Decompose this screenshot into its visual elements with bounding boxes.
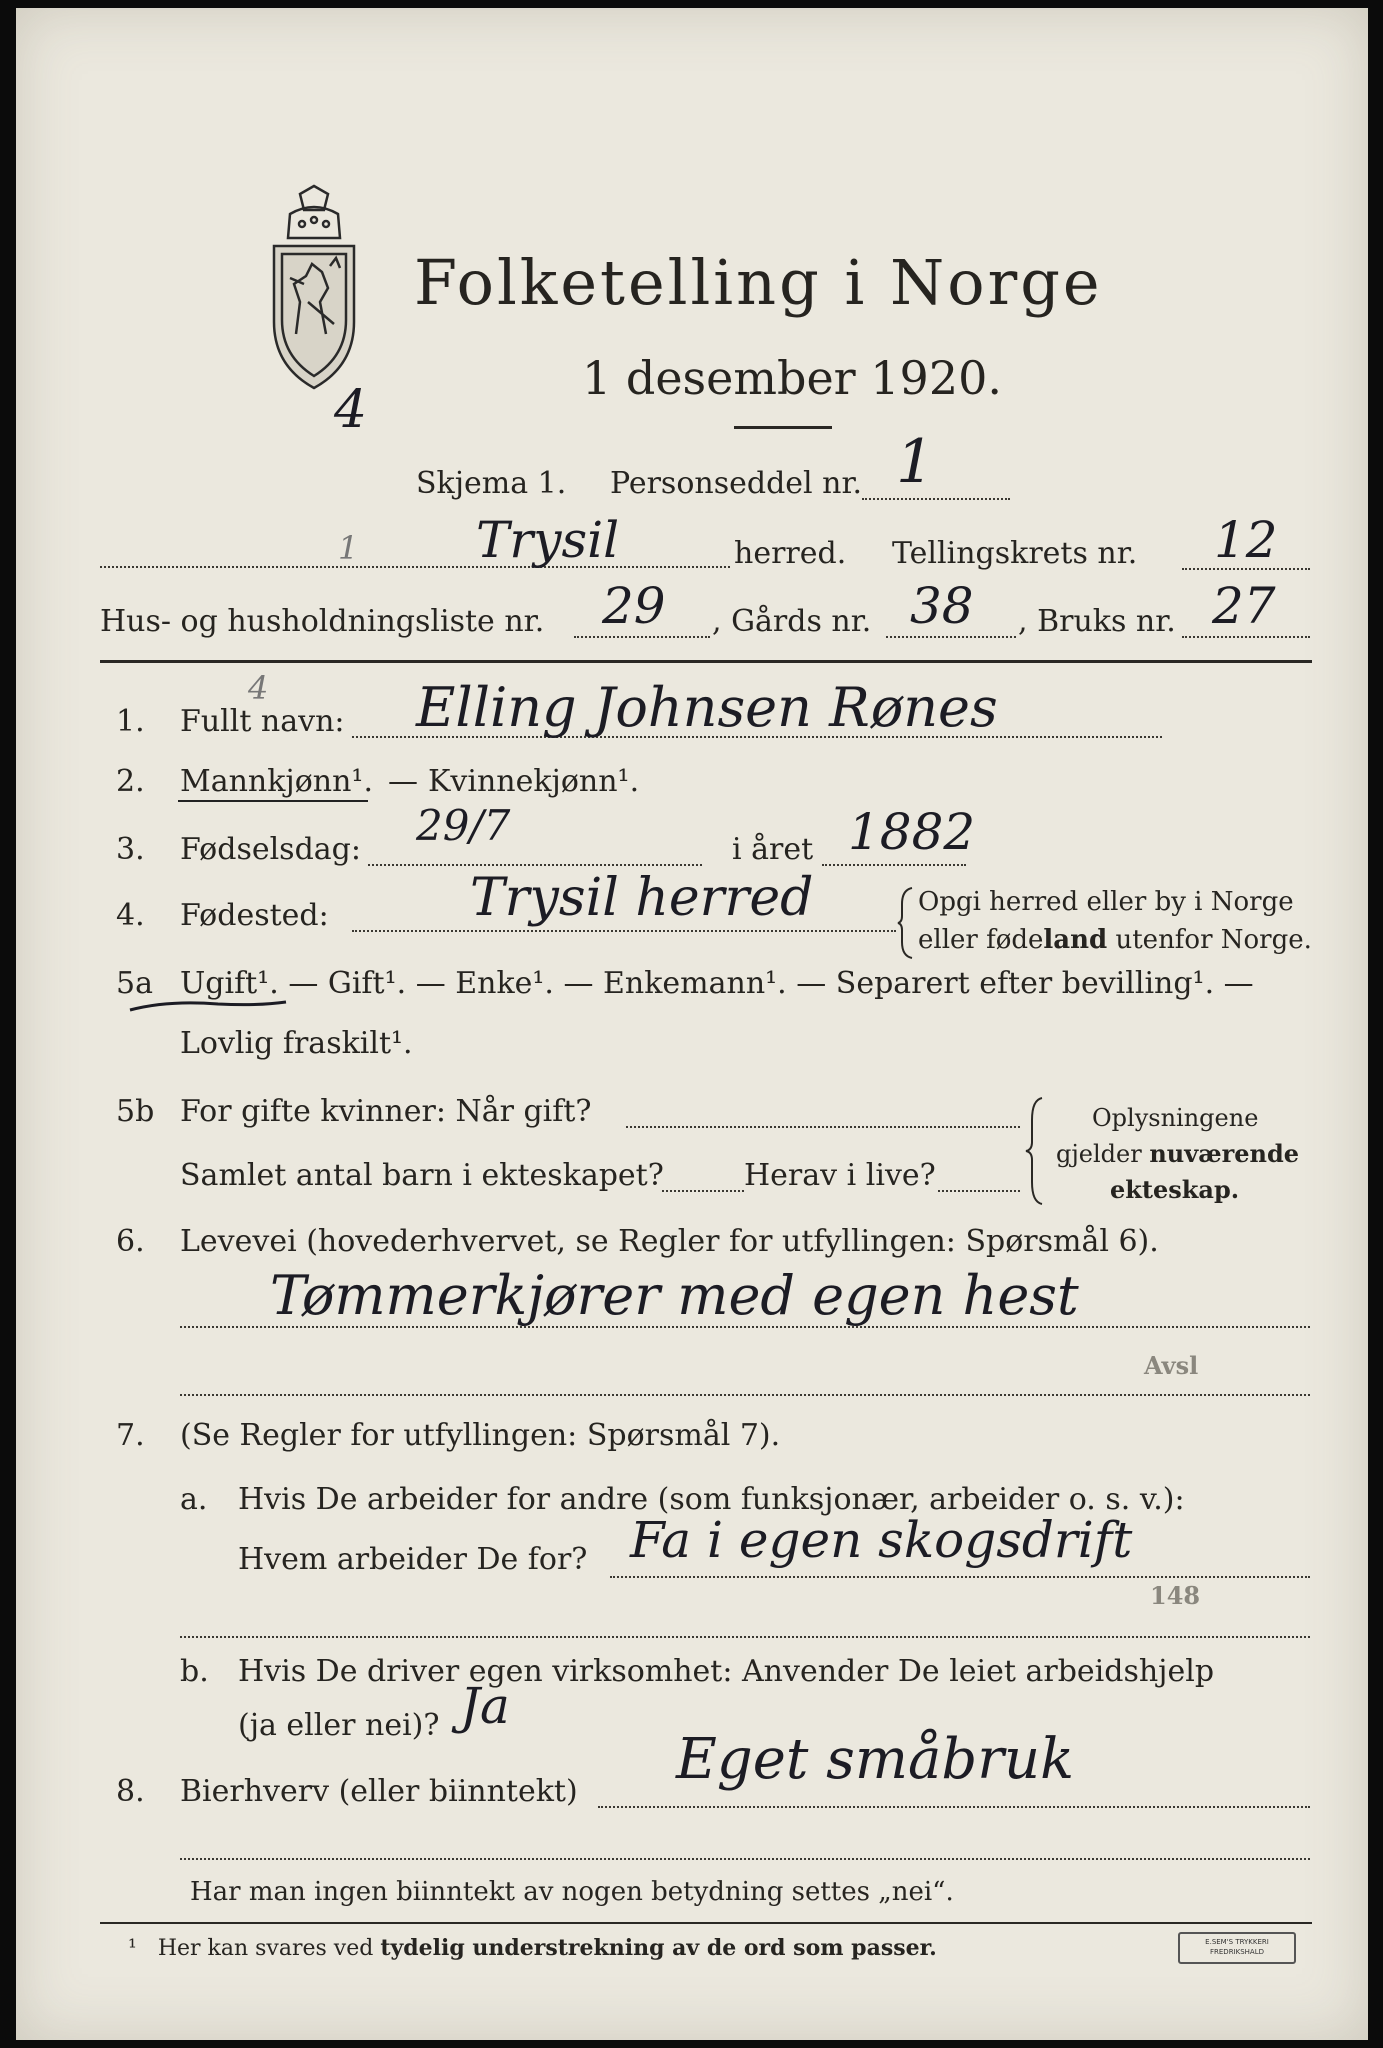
q7a-employer[interactable]: Fa i egen skogsdrift — [630, 1511, 1133, 1569]
skjema-label: Skjema 1. — [416, 466, 567, 501]
q5a-options-line2[interactable]: Lovlig fraskilt¹. — [180, 1026, 413, 1061]
q7a-line1: Hvis De arbeider for andre (som funksjonær, arbeider o. s. v.): — [238, 1482, 1185, 1517]
q8-label: Bierhverv (eller biinntekt) — [180, 1774, 578, 1809]
q8-side-income[interactable]: Eget småbruk — [676, 1727, 1075, 1792]
q7a-letter: a. — [180, 1482, 208, 1517]
q2-separator: — — [388, 764, 418, 799]
q7a-stamp: 148 — [1150, 1581, 1201, 1610]
footnote-number: ¹ — [128, 1936, 137, 1961]
q5b-number: 5b — [116, 1094, 155, 1129]
hus-value[interactable]: 29 — [602, 577, 666, 635]
q2-number: 2. — [116, 764, 145, 799]
q3-number: 3. — [116, 832, 145, 867]
q4-number: 4. — [116, 898, 145, 933]
q6-label: Levevei (hovederhvervet, se Regler for utfyllingen: Spørsmål 6). — [180, 1224, 1159, 1259]
tellingskrets-label: Tellingskrets nr. — [892, 536, 1138, 571]
margin-mark-top: 4 — [334, 380, 368, 440]
q5b-note-nuvaerende: nuværende — [1149, 1139, 1300, 1168]
form-title: Folketelling i Norge — [414, 246, 1103, 319]
hus-label: Hus- og husholdningsliste nr. — [100, 604, 545, 639]
q5b-when-married-line — [626, 1126, 1020, 1128]
q5a-ugift-underline-icon — [128, 996, 288, 1016]
header-divider — [100, 660, 1312, 663]
q4-birthplace[interactable]: Trysil herred — [470, 868, 814, 928]
q5b-note-brace-icon — [1024, 1096, 1046, 1206]
q7a-line2: Hvem arbeider De for? — [238, 1542, 588, 1577]
gards-label: , Gårds nr. — [712, 604, 872, 639]
gards-line — [886, 636, 1016, 638]
title-rule — [734, 426, 832, 429]
q6-number: 6. — [116, 1224, 145, 1259]
q5b-line1: For gifte kvinner: Når gift? — [180, 1094, 592, 1129]
bruks-value[interactable]: 27 — [1212, 577, 1276, 635]
q5b-note-gjelder: gjelder — [1056, 1140, 1150, 1168]
q4-note-line2 — [918, 922, 1312, 958]
q7a-line — [610, 1576, 1310, 1578]
q5b-note-line3: ekteskap. — [1110, 1175, 1240, 1204]
q4-note-part-land: land — [1043, 925, 1108, 955]
q5a-options-line1[interactable]: Ugift¹. — Gift¹. — Enke¹. — Enkemann¹. — Separert efter bevilling¹. — — [180, 966, 1254, 1001]
q3-birth-year[interactable]: 1882 — [848, 803, 976, 861]
q3-year-line — [822, 864, 966, 866]
q5b-note-line2 — [1056, 1136, 1299, 1172]
q7a-line2-rule — [180, 1636, 1310, 1638]
herred-label: herred. — [734, 536, 847, 571]
census-date: 1 desember 1920. — [582, 351, 1002, 405]
gards-value[interactable]: 38 — [910, 577, 974, 635]
footnote — [128, 1930, 937, 1967]
q5b-alive-label: Herav i live? — [744, 1158, 936, 1193]
q7b-line1: Hvis De driver egen virksomhet: Anvender De leiet arbeidshjelp — [238, 1654, 1215, 1689]
bruks-line — [1182, 636, 1310, 638]
q4-note-part-c: utenfor Norge. — [1107, 925, 1312, 955]
q8-line2 — [180, 1858, 1310, 1860]
q7-number: 7. — [116, 1418, 145, 1453]
printer-stamp — [1178, 1932, 1296, 1964]
hus-line — [574, 636, 710, 638]
q3-line — [368, 864, 702, 866]
q5b-line2: Samlet antal barn i ekteskapet? — [180, 1158, 664, 1193]
q7b-letter: b. — [180, 1654, 209, 1689]
q6-stamp: Avsl — [1144, 1351, 1199, 1380]
q4-note-line1: Opgi herred eller by i Norge — [918, 887, 1294, 917]
q5b-children-line — [662, 1190, 744, 1192]
footnote-text: Her kan svares ved — [157, 1936, 381, 1961]
q3-birthday[interactable]: 29/7 — [416, 801, 511, 850]
margin-mark-name: 4 — [248, 669, 269, 707]
footer-divider — [100, 1922, 1312, 1924]
q3-year-label: i året — [732, 832, 814, 867]
personseddel-label: Personseddel nr. — [610, 466, 863, 501]
q1-label: Fullt navn: — [180, 704, 345, 739]
q2-mannkjonn[interactable]: Mannkjønn¹. — [180, 764, 373, 799]
personseddel-value[interactable]: 1 — [896, 427, 935, 497]
q5b-note-line1: Oplysningene — [1092, 1104, 1259, 1132]
norwegian-coat-of-arms-icon — [260, 184, 368, 394]
q5b-alive-line — [938, 1190, 1020, 1192]
q8-number: 8. — [116, 1774, 145, 1809]
margin-mark-left: 1 — [338, 529, 359, 567]
footnote-emphasis: tydelig understrekning av de ord som passer. — [380, 1935, 937, 1961]
q1-number: 1. — [116, 704, 145, 739]
tellingskrets-value[interactable]: 12 — [1214, 511, 1278, 569]
footer-note: Har man ingen biinntekt av nogen betydning settes „nei“. — [190, 1877, 954, 1907]
q5a-number: 5a — [116, 966, 153, 1001]
q8-line — [598, 1806, 1310, 1808]
printer-stamp-text: E.SEM'S TRYKKERI FREDRIKSHALD — [1205, 1938, 1269, 1956]
q1-full-name[interactable]: Elling Johnsen Rønes — [416, 676, 998, 739]
q4-line — [352, 930, 896, 932]
q4-note-part-a: eller føde — [918, 925, 1044, 955]
herred-value[interactable]: Trysil — [476, 511, 620, 569]
q3-label: Fødselsdag: — [180, 832, 361, 867]
census-form-sheet — [16, 8, 1368, 2040]
q6-line2 — [180, 1394, 1310, 1396]
herred-line — [100, 566, 730, 568]
q4-note-brace-icon — [896, 886, 916, 960]
q2-kvinnekjonn[interactable]: Kvinnekjønn¹. — [428, 764, 640, 799]
q2-mannkjonn-underline — [178, 800, 368, 802]
q6-occupation[interactable]: Tømmerkjører med egen hest — [270, 1264, 1079, 1327]
q7-label: (Se Regler for utfyllingen: Spørsmål 7). — [180, 1418, 781, 1453]
q7b-hired-help[interactable]: Ja — [460, 1677, 510, 1735]
q7b-line2: (ja eller nei)? — [238, 1708, 440, 1743]
personseddel-line — [862, 498, 1010, 500]
bruks-label: , Bruks nr. — [1018, 604, 1176, 639]
q4-label: Fødested: — [180, 898, 329, 933]
